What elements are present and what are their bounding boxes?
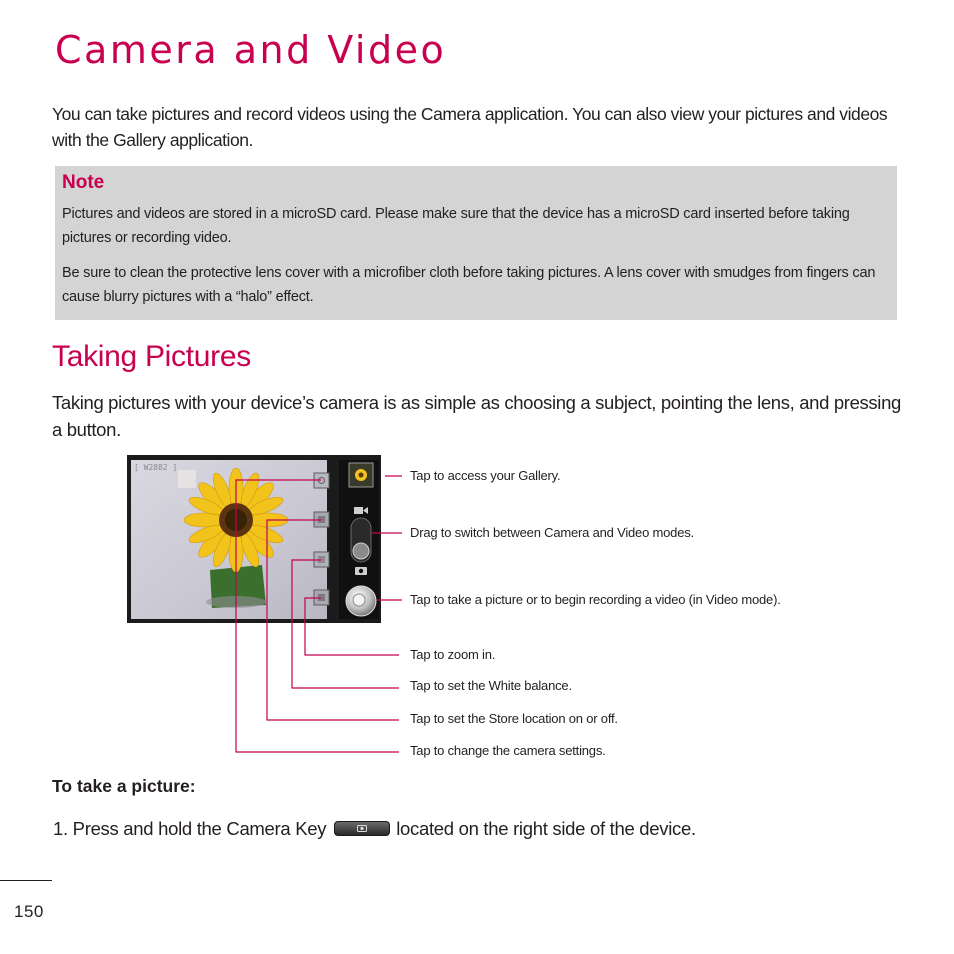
intro-paragraph: You can take pictures and record videos using the Camera application. You can also view your pictures and videos with the Gallery application. [52, 104, 888, 150]
callout-shutter: Tap to take a picture or to begin recording a video (in Video mode). [410, 592, 781, 607]
section-lead: Taking pictures with your device’s camera is as simple as choosing a subject, pointing the lens, and pressing a button. [52, 392, 901, 440]
callout-white-balance: Tap to set the White balance. [410, 678, 572, 693]
note-heading: Note [62, 172, 105, 193]
callout-store-location: Tap to set the Store location on or off. [410, 711, 618, 726]
callout-mode-switch: Drag to switch between Camera and Video modes. [410, 525, 694, 540]
camera-key-icon [334, 821, 390, 836]
callout-settings: Tap to change the camera settings. [410, 743, 606, 758]
section-heading: Taking Pictures [52, 340, 251, 373]
procedure-step-1 [53, 818, 696, 840]
page-title: Camera and Video [55, 28, 447, 72]
resolution-label: [ W2882 ] [134, 463, 178, 472]
page-number: 150 [14, 902, 44, 921]
callout-gallery: Tap to access your Gallery. [410, 468, 561, 483]
note-paragraph-1: Pictures and videos are stored in a microSD card. Please make sure that the device has a microSD card inserted before taking pictures or recording video. [62, 206, 850, 246]
callout-zoom: Tap to zoom in. [410, 647, 496, 662]
procedure-heading: To take a picture: [52, 776, 196, 796]
page-footer-rule [0, 880, 52, 881]
step-1-text-after: located on the right side of the device. [396, 818, 696, 839]
camera-icon [355, 567, 367, 575]
note-paragraph-2: Be sure to clean the protective lens cover with a microfiber cloth before taking pictures. A lens cover with smudges from fingers can cause blurry pictures with a “halo” effect. [62, 265, 876, 305]
step-1-text-before: 1. Press and hold the Camera Key [53, 818, 327, 839]
